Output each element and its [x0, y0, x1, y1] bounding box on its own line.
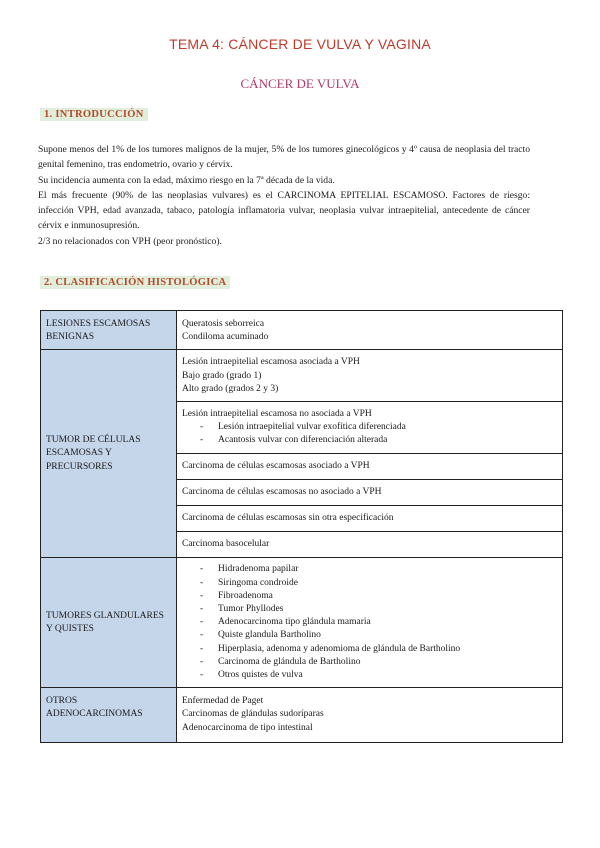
cell-item: Adenocarcinoma de tipo intestinal: [182, 722, 313, 733]
list-item: - Quiste glandula Bartholino: [182, 629, 557, 642]
table-row: [41, 688, 563, 743]
cell-item: Lesión intraepitelial escamosa asociada a VPH: [182, 357, 360, 368]
intro-heading: 1. INTRODUCCIÓN: [40, 108, 148, 121]
content-cell: [177, 558, 563, 688]
category-cell: TUMORES GLANDULARES Y QUISTES: [41, 558, 177, 688]
list-item: - Hidradenoma papilar: [182, 563, 557, 576]
content-cell: [177, 350, 563, 402]
intro-paragraph: 2/3 no relacionados con VPH (peor pronóstico).: [38, 235, 222, 247]
bullet-list: [182, 563, 557, 682]
content-cell: Carcinoma de células escamosas asociado a VPH: [177, 453, 563, 479]
cell-item: Carcinomas de glándulas sudoríparas: [182, 709, 324, 720]
cell-item: Enfermedad de Paget: [182, 696, 264, 707]
histology-table: [40, 310, 563, 743]
content-cell: Carcinoma basocelular: [177, 532, 563, 558]
list-item: - Tumor Phyllodes: [182, 603, 557, 616]
table-row: [41, 311, 563, 350]
category-cell: LESIONES ESCAMOSAS BENIGNAS: [41, 311, 177, 350]
bullet-list: [182, 421, 557, 447]
section-subtitle: CÁNCER DE VULVA: [240, 76, 360, 91]
content-cell: Carcinoma de células escamosas sin otra especificación: [177, 506, 563, 532]
cell-item: Alto grado (grados 2 y 3): [182, 383, 279, 394]
classification-heading: 2. CLASIFICACIÓN HISTOLÓGICA: [40, 276, 230, 289]
content-cell: [177, 688, 563, 743]
list-item: - Hiperplasia, adenoma y adenomioma de glándula de Bartholino: [182, 643, 557, 656]
category-cell: OTROS ADENOCARCINOMAS: [41, 688, 177, 743]
cell-item: Condiloma acuminado: [182, 332, 269, 343]
category-cell: TUMOR DE CÉLULAS ESCAMOSAS Y PRECURSORES: [41, 350, 177, 558]
list-item: - Lesión intraepitelial vulvar exofítica diferenciada: [182, 421, 557, 434]
cell-item: Bajo grado (grado 1): [182, 370, 262, 381]
list-item: - Carcinoma de glándula de Bartholino: [182, 656, 557, 669]
list-item: - Acantosis vulvar con diferenciación alterada: [182, 434, 557, 447]
content-cell: [177, 402, 563, 454]
cell-item: Queratosis seborreica: [182, 319, 265, 329]
list-item: - Siringoma condroide: [182, 577, 557, 590]
content-cell: [177, 311, 563, 350]
cell-item: Lesión intraepitelial escamosa no asociada a VPH: [182, 409, 372, 420]
document-title: TEMA 4: CÁNCER DE VULVA Y VAGINA: [169, 36, 431, 52]
intro-text: [38, 142, 530, 249]
intro-paragraph: Supone menos del 1% de los tumores malignos de la mujer, 5% de los tumores ginecológicos y 4º causa de neoplasia del tracto genital femenino, tras endometrio, ovario y cérvix.: [38, 144, 530, 171]
intro-paragraph: El más frecuente (90% de las neoplasias vulvares) es el CARCINOMA EPITELIAL ESCAMOSO. Factores de riesgo: infección VPH, edad avanzada, tabaco, patología inflamatoria vulvar, neoplasia vulvar intraepitelial, antecedente de cáncer cérvix e inmunosupresión.: [38, 189, 530, 232]
table-row: [41, 558, 563, 688]
intro-paragraph: Su incidencia aumenta con la edad, máximo riesgo en la 7ª década de la vida.: [38, 174, 335, 186]
list-item: - Adenocarcinoma tipo glándula mamaria: [182, 616, 557, 629]
list-item: - Fibroadenoma: [182, 590, 557, 603]
list-item: - Otros quistes de vulva: [182, 669, 557, 682]
content-cell: Carcinoma de células escamosas no asociado a VPH: [177, 479, 563, 505]
table-row: [41, 350, 563, 402]
